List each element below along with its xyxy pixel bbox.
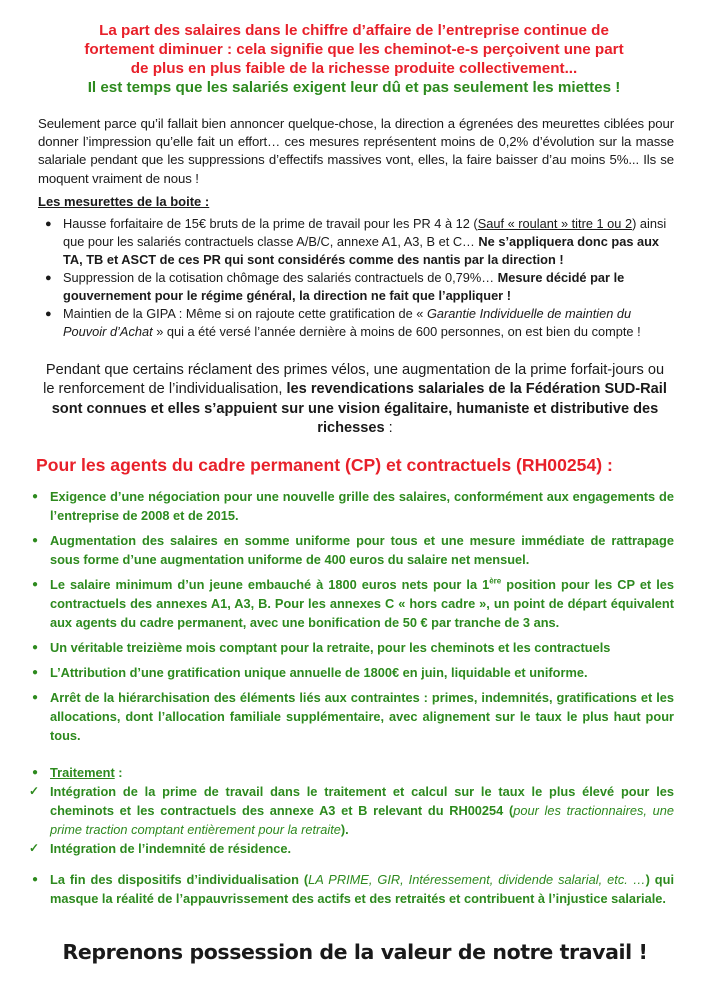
bullet-icon: ● bbox=[32, 767, 39, 778]
bullet-icon: ● bbox=[32, 667, 39, 678]
bullet-icon: ● bbox=[32, 579, 39, 590]
headline-line: fortement diminuer : cela signifie que les cheminot-e-s perçoivent une part bbox=[84, 41, 624, 58]
bullet-icon: ● bbox=[32, 535, 39, 546]
cp-title: Pour les agents du cadre permanent (CP) et contractuels (RH00254) : bbox=[36, 455, 613, 475]
headline-line: de plus en plus faible de la richesse produite collectivement... bbox=[130, 60, 578, 77]
final-slogan: Reprenons possession de la valeur de notre travail ! bbox=[62, 940, 648, 964]
mesurettes-title: Les mesurettes de la boite : bbox=[38, 194, 210, 209]
traitement-list bbox=[28, 763, 674, 914]
list-item: ● Arrêt de la hiérarchisation des éléments liés aux contraintes : primes, indemnités, gratifications et les allocations, dont l’allocation familiale supplémentaire, avec alignement sur le taux le plus haut pour tous. bbox=[32, 690, 674, 743]
mesurettes-list bbox=[38, 215, 674, 341]
list-item: ● L’Attribution d’une gratification unique annuelle de 1800€ en juin, liquidable et uniforme. bbox=[32, 665, 588, 680]
revendications-list bbox=[28, 487, 674, 751]
headline bbox=[28, 21, 680, 97]
list-item: ● Un véritable treizième mois comptant pour la retraite, pour les cheminots et les contractuels bbox=[32, 640, 611, 655]
list-item: ● Suppression de la cotisation chômage des salariés contractuels de 0,79%… Mesure décidé par le gouvernement pour le régime général, la direction ne fait que l’appliquer ! bbox=[45, 270, 625, 303]
intro-paragraph: Seulement parce qu’il fallait bien annoncer quelque-chose, la direction a égrenées des meurettes ciblées pour donner l’impression qu’elle fait un effort… ces mesures représentent moins de 0,2% d’évolution sur la masse salariale pendant que les suppressions d’effectifs massives vont, elles, la faire baisser d’au moins 5%... Ils se moquent vraiment de nous ! bbox=[38, 116, 674, 186]
list-item: ✓ Intégration de la prime de travail dans le traitement et calcul sur le taux le plus élevé pour les cheminots et les contractuels des annexe A3 et B relevant du RH00254 (pour les tractionnaires, une prime traction comptant entièrement pour la retraite). bbox=[29, 784, 674, 837]
check-icon: ✓ bbox=[29, 784, 40, 798]
bullet-icon: ● bbox=[45, 218, 52, 230]
bullet-icon: ● bbox=[32, 491, 39, 502]
headline-line: La part des salaires dans le chiffre d’affaire de l’entreprise continue de bbox=[99, 22, 609, 39]
bullet-icon: ● bbox=[32, 642, 39, 653]
bullet-icon: ● bbox=[32, 874, 39, 885]
list-item: ● Hausse forfaitaire de 15€ bruts de la prime de travail pour les PR 4 à 12 (Sauf « roulant » titre 1 ou 2) ainsi que pour les salariés contractuels classe A/B/C, annexe A1, A3, B et C… Ne s’appliquera donc pas aux TA, TB et ASCT de ces PR qui sont considérés comme des nantis par la direction ! bbox=[45, 216, 667, 267]
list-item: ● Le salaire minimum d’un jeune embauché à 1800 euros nets pour la 1ère position pour les CP et les contractuels des annexes A1, A3, B. Pour les annexes C « hors cadre », un point de départ équivalent aux agents du cadre permanent, avec une bonification de 50 € par tranche de 3 ans. bbox=[32, 576, 674, 630]
list-item: ✓ Intégration de l’indemnité de résidence. bbox=[29, 841, 292, 856]
pendant-paragraph: Pendant que certains réclament des primes vélos, une augmentation de la prime forfait-jours ou le renforcement de l’individualisation, les revendications salariales de la Fédération SUD-Rail sont connues et elles s’appuient sur une vision égalitaire, humaniste et distributive des richesses : bbox=[43, 362, 667, 436]
bullet-icon: ● bbox=[32, 692, 39, 703]
traitement-title: ● Traitement : bbox=[32, 765, 123, 780]
check-icon: ✓ bbox=[29, 841, 40, 855]
bullet-icon: ● bbox=[45, 308, 52, 320]
headline-callout: Il est temps que les salariés exigent leur dû et pas seulement les miettes ! bbox=[87, 79, 621, 96]
list-item: ● Maintien de la GIPA : Même si on rajoute cette gratification de « Garantie Individuelle de maintien du Pouvoir d’Achat » qui a été versé l’année dernière à moins de 600 personnes, on est bien du compte ! bbox=[45, 306, 641, 339]
bullet-icon: ● bbox=[45, 272, 52, 284]
list-item: ● Exigence d’une négociation pour une nouvelle grille des salaires, conformément aux engagements de l’entreprise de 2008 et de 2015. bbox=[32, 489, 674, 523]
list-item: ● Augmentation des salaires en somme uniforme pour tous et une mesure immédiate de rattrapage sous forme d’une augmentation uniforme de 400 euros du salaire net mensuel. bbox=[32, 533, 674, 567]
list-item: ● La fin des dispositifs d’individualisation (LA PRIME, GIR, Intéressement, dividende salarial, etc. …) qui masque la réalité de l’appauvrissement des actifs et des retraités et contribuent à l’injustice salariale. bbox=[32, 872, 674, 906]
